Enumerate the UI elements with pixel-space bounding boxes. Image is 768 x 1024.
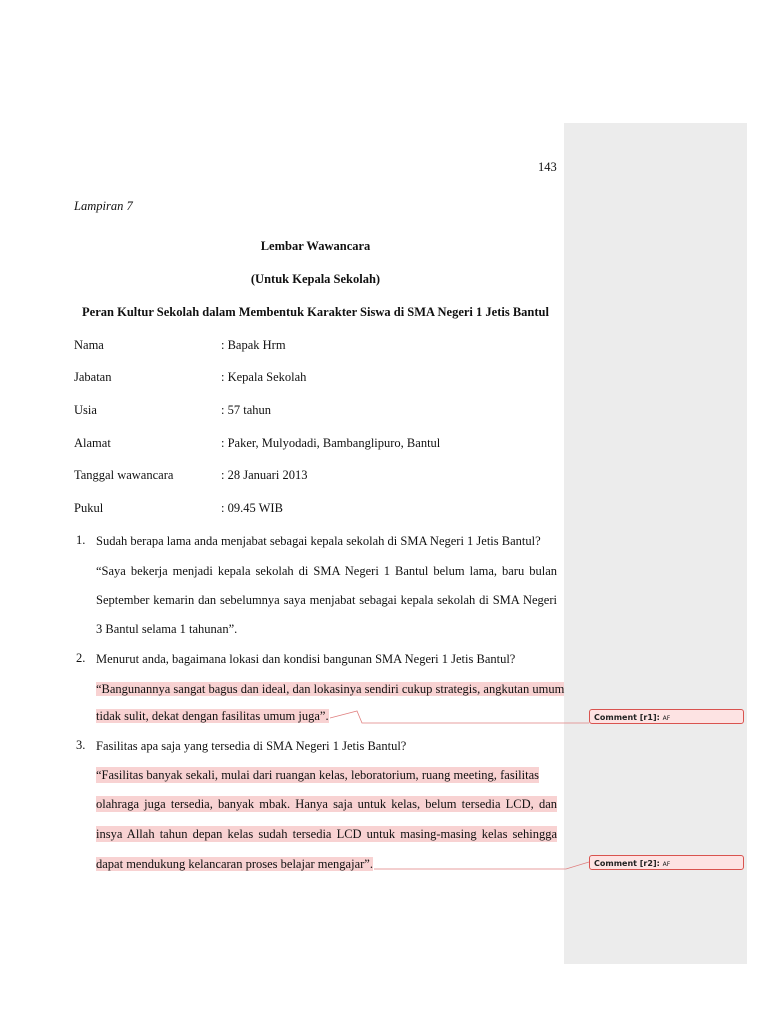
- document-title: Lembar Wawancara: [260, 239, 371, 253]
- comment-r2-label: Comment [r2]:: [594, 859, 660, 868]
- question-number-3: 3.: [76, 738, 86, 752]
- field-label-tanggal: Tanggal wawancara: [74, 468, 174, 482]
- attachment-label: Lampiran 7: [74, 199, 133, 213]
- comment-r1-label: Comment [r1]:: [594, 713, 660, 722]
- answer-2-line-2: [96, 708, 557, 724]
- question-number-1: 1.: [76, 533, 86, 547]
- comment-r2[interactable]: [589, 855, 744, 870]
- field-value-usia: : 57 tahun: [221, 403, 271, 417]
- page-number: 143: [538, 160, 557, 174]
- question-1: Sudah berapa lama anda menjabat sebagai kepala sekolah di SMA Negeri 1 Jetis Bantul?: [96, 534, 541, 548]
- field-value-nama: : Bapak Hrm: [221, 338, 286, 352]
- answer-1-line-1: “Saya bekerja menjadi kepala sekolah di SMA Negeri 1 Bantul belum lama, baru bulan: [96, 564, 557, 578]
- field-value-alamat: : Paker, Mulyodadi, Bambanglipuro, Bantul: [221, 436, 441, 450]
- answer-1-line-2: September kemarin dan sebelumnya saya menjabat sebagai kepala sekolah di SMA Negeri: [96, 593, 557, 607]
- field-value-jabatan: : Kepala Sekolah: [221, 370, 307, 384]
- highlight-r1-end: tidak sulit, dekat dengan fasilitas umum juga”.: [96, 709, 329, 723]
- document-subtitle: (Untuk Kepala Sekolah): [250, 272, 381, 286]
- comment-pane: [564, 123, 747, 964]
- field-label-alamat: Alamat: [74, 436, 111, 450]
- question-2: Menurut anda, bagaimana lokasi dan kondisi bangunan SMA Negeri 1 Jetis Bantul?: [96, 652, 516, 666]
- field-value-pukul: : 09.45 WIB: [221, 501, 283, 515]
- answer-3-line-1: “Fasilitas banyak sekali, mulai dari ruangan kelas, leboratorium, ruang meeting, fasilitas: [96, 768, 539, 782]
- answer-2-line-1: [96, 681, 567, 697]
- answer-1-line-3: 3 Bantul selama 1 tahunan”.: [96, 622, 238, 636]
- field-label-nama: Nama: [74, 338, 104, 352]
- field-label-jabatan: Jabatan: [74, 370, 112, 384]
- comment-r2-author: AF: [662, 861, 671, 868]
- field-label-pukul: Pukul: [74, 501, 104, 515]
- question-3: Fasilitas apa saja yang tersedia di SMA Negeri 1 Jetis Bantul?: [96, 739, 407, 753]
- question-number-2: 2.: [76, 651, 86, 665]
- answer-3-line-4: [96, 856, 557, 872]
- answer-3-line-2: olahraga juga tersedia, banyak mbak. Hanya saja untuk kelas, belum tersedia LCD, dan: [96, 797, 557, 811]
- highlight-r2-end: dapat mendukung kelancaran proses belajar mengajar”.: [96, 857, 373, 871]
- document-heading: Peran Kultur Sekolah dalam Membentuk Karakter Siswa di SMA Negeri 1 Jetis Bantul: [82, 305, 549, 319]
- highlight-r1: “Bangunannya sangat bagus dan ideal, dan lokasinya sendiri cukup strategis, angkutan umum: [96, 682, 565, 696]
- comment-r1-author: AF: [662, 715, 671, 722]
- field-label-usia: Usia: [74, 403, 97, 417]
- field-value-tanggal: : 28 Januari 2013: [221, 468, 308, 482]
- comment-r1[interactable]: [589, 709, 744, 724]
- answer-3-line-3: insya Allah tahun depan kelas sudah tersedia LCD untuk masing-masing kelas sehingga: [96, 827, 557, 841]
